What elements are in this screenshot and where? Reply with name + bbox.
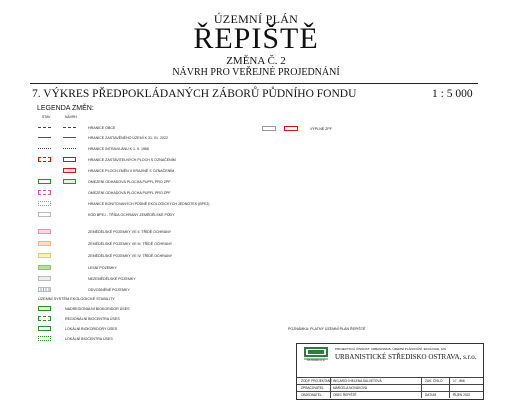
legend-symbol (38, 316, 51, 321)
legend-symbol (38, 306, 51, 311)
legend-label: ZEMĚDĚLSKÉ POZEMKY VE IV. TŘÍDĚ OCHRANY (88, 254, 173, 258)
legend-label: OMEZENÍ ODHADOVÁ PLOCHA PUPFL PRO ZPF (88, 191, 171, 195)
field-key: DATUM (425, 393, 437, 397)
list-item (0, 317, 300, 325)
legend-label: NADREGIONÁLNÍ BIOKORIDOR ÚSES (65, 307, 130, 311)
extra-legend-item (262, 124, 382, 136)
list-item (0, 307, 300, 315)
legend-symbol (63, 179, 76, 184)
uses-section-title: ÚZEMNÍ SYSTÉM EKOLOGICKÉ STABILITY (38, 297, 115, 301)
legend-symbol (38, 253, 51, 258)
plan-type-title: ÚZEMNÍ PLÁN (213, 12, 299, 26)
legend-symbol (38, 276, 51, 281)
legend-symbol (63, 127, 76, 128)
list-item (0, 202, 300, 210)
list-item (0, 277, 300, 285)
legend-symbol (38, 190, 51, 195)
legend-label: OMEZENÍ ODHADOVÁ PLOCHA PUPFL PRO ZPF (88, 180, 171, 184)
legend-symbol (262, 126, 276, 131)
legend-symbol (38, 212, 51, 217)
legend-symbol (38, 287, 51, 292)
field-value: 17 - 866 (453, 379, 465, 383)
field-value: ING.ARCH.HELENA SALVETOVÁ (333, 379, 382, 383)
legend-label: LOKÁLNÍ BIOKORIDORY ÚSES (65, 327, 118, 331)
legend-symbol (38, 229, 51, 234)
legend-label: KÓD BPEJ - TŘÍDA OCHRANY ZEMĚDĚLSKÉ PŮDY (88, 213, 175, 217)
legend-symbol (38, 127, 51, 128)
legend-label: HRANICE PLOCH ZMĚN V KRAJINĚ S OZNAČENÍM (88, 169, 175, 173)
note: POZNÁMKA: PLATNÝ ÚZEMNÍ PLÁN ŘEPIŠTĚ (288, 327, 366, 331)
field-key: ZPRACOVATEL (301, 386, 324, 390)
legend-symbol (38, 201, 51, 206)
legend-symbol (38, 137, 51, 138)
legend-symbol (38, 326, 51, 331)
legend-symbol (38, 265, 51, 270)
legend-symbol (38, 179, 51, 184)
list-item (0, 254, 300, 262)
table-row (297, 391, 483, 399)
legend-symbol (63, 137, 76, 138)
legend-label: LOKÁLNÍ BIOCENTRA ÚSES (65, 337, 113, 341)
legend-symbol (63, 157, 76, 162)
municipality-title: ŘEPIŠTĚ (193, 22, 319, 55)
list-item (0, 242, 300, 250)
title-block (296, 343, 484, 400)
legend-symbol (284, 126, 298, 131)
list-item (0, 266, 300, 274)
divider (330, 377, 331, 398)
list-item (0, 147, 300, 155)
list-item (0, 337, 300, 345)
org-name: URBANISTICKÉ STŘEDISKO OSTRAVA, s.r.o. (335, 353, 477, 361)
list-item (0, 191, 300, 199)
subtitle: NÁVRH PRO VEŘEJNÉ PROJEDNÁNÍ (172, 67, 340, 78)
org-activity: PROJEKTOVÁ ČINNOST: URBANISMUS, ÚZEMNÍ PLÁNOVÁNÍ, EKOLOGIE, GIS (335, 347, 446, 351)
list-item (0, 327, 300, 335)
col-header-b: NÁVRH (65, 115, 77, 119)
legend-label: ZEMĚDĚLSKÉ POZEMKY VE III. TŘÍDĚ OCHRANY (88, 242, 173, 246)
list-item (0, 158, 300, 166)
drawing-name: 7. VÝKRES PŘEDPOKLÁDANÝCH ZÁBORŮ PŮDNÍHO FONDU (32, 88, 357, 100)
legend-label: ODVODNĚNÉ POZEMKY (88, 288, 130, 292)
legend-label: HRANICE BONITOVANÝCH PŮDNĚ EKOLOGICKÝCH JEDNOTEK (BPEJ) (88, 202, 210, 206)
field-value: ŘÍJEN 2022 (453, 393, 471, 397)
legend-symbol (38, 157, 51, 162)
list-item (0, 230, 300, 238)
legend-symbol (63, 168, 76, 173)
legend-label: VÝPLNÉ ZPF (310, 127, 332, 131)
field-key: ZAK. ČÍSLO (425, 379, 443, 383)
company-logo (303, 346, 329, 363)
list-item (0, 213, 300, 221)
legend-label: ZEMĚDĚLSKÉ POZEMKY VE II. TŘÍDĚ OCHRANY (88, 230, 172, 234)
field-value: MARCELA NOVÁKOVÁ (333, 386, 368, 390)
legend-symbol (38, 241, 51, 246)
legend-label: HRANICE INTRAVILÁNU K 1. 9. 1966 (88, 147, 150, 151)
divider (421, 377, 422, 398)
field-key: OBJEDNATEL (301, 393, 322, 397)
legend-label: REGIONÁLNÍ BIOCENTRA ÚSES (65, 317, 120, 321)
drawing-scale: 1 : 5 000 (432, 88, 473, 100)
legend-label: HRANICE ZASTAVĚNÉHO ÚZEMÍ K 31. 01. 2022 (88, 136, 168, 140)
field-value: OBEC ŘEPIŠTĚ (333, 393, 357, 397)
divider (449, 377, 450, 398)
list-item (0, 180, 300, 188)
header-divider (30, 83, 478, 84)
legend-label: LESNÍ POZEMKY (88, 266, 117, 270)
col-header-a: STAV (42, 115, 51, 119)
field-key: ŽODP. PROJEKTANT (301, 379, 333, 383)
legend-label: NEZEMĚDĚLSKÉ POZEMKY (88, 277, 136, 281)
legend-label: HRANICE OBCE (88, 126, 116, 130)
list-item (0, 126, 300, 134)
logo-text: OSTRAVA s.r.o. (306, 359, 326, 362)
legend-symbol (63, 148, 76, 149)
legend-label: HRANICE ZASTAVITELNÝCH PLOCH S OZNAČENÍM (88, 158, 176, 162)
legend-title: LEGENDA ZMĚN: (37, 105, 94, 112)
legend-symbol (38, 336, 51, 341)
change-title: ZMĚNA Č. 2 (226, 55, 286, 67)
list-item (0, 136, 300, 144)
legend-symbol (38, 148, 51, 149)
list-item (0, 288, 300, 296)
list-item (0, 169, 300, 177)
